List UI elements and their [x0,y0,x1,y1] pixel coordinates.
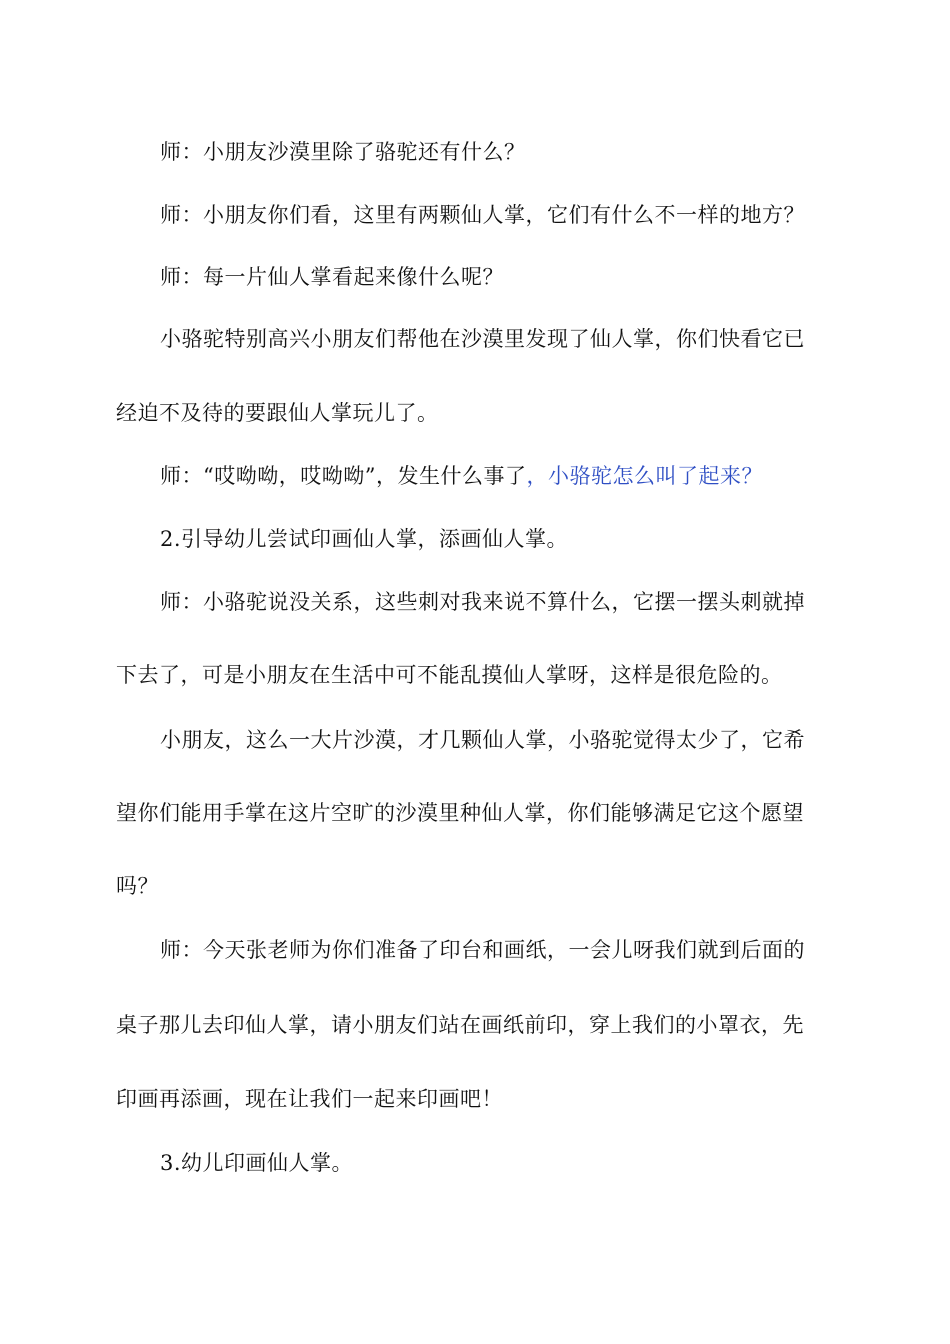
paragraph-line: 师：小朋友沙漠里除了骆驼还有什么？ [160,140,526,164]
paragraph-line: 师：小骆驼说没关系，这些刺对我来说不算什么，它摆一摆头刺就掉 [160,590,805,614]
paragraph-line: 师：小朋友你们看，这里有两颗仙人掌，它们有什么不一样的地方？ [160,203,805,227]
paragraph-line: 印画再添画，现在让我们一起来印画吧！ [116,1087,503,1111]
paragraph-line: 师：今天张老师为你们准备了印台和画纸，一会儿呀我们就到后面的 [160,938,805,962]
paragraph-line: 小骆驼特别高兴小朋友们帮他在沙漠里发现了仙人掌，你们快看它已 [160,327,805,351]
dialogue-text: 师：“哎呦呦，哎呦呦”，发生什么事了 [160,464,527,488]
highlighted-question: ，小骆驼怎么叫了起来？ [526,464,763,488]
paragraph-line [160,463,763,489]
section-heading: 2.引导幼儿尝试印画仙人掌，添画仙人掌。 [160,527,569,551]
paragraph-line: 吗？ [116,874,159,898]
paragraph-line: 下去了，可是小朋友在生活中可不能乱摸仙人掌呀，这样是很危险的。 [116,663,783,687]
paragraph-line: 桌子那儿去印仙人掌，请小朋友们站在画纸前印，穿上我们的小罩衣，先 [116,1013,804,1037]
section-heading: 3.幼儿印画仙人掌。 [160,1151,354,1175]
paragraph-line: 师：每一片仙人掌看起来像什么呢？ [160,265,504,289]
paragraph-line: 经迫不及待的要跟仙人掌玩儿了。 [116,401,439,425]
paragraph-line: 小朋友，这么一大片沙漠，才几颗仙人掌，小骆驼觉得太少了，它希 [160,728,805,752]
paragraph-line: 望你们能用手掌在这片空旷的沙漠里种仙人掌，你们能够满足它这个愿望 [116,801,804,825]
